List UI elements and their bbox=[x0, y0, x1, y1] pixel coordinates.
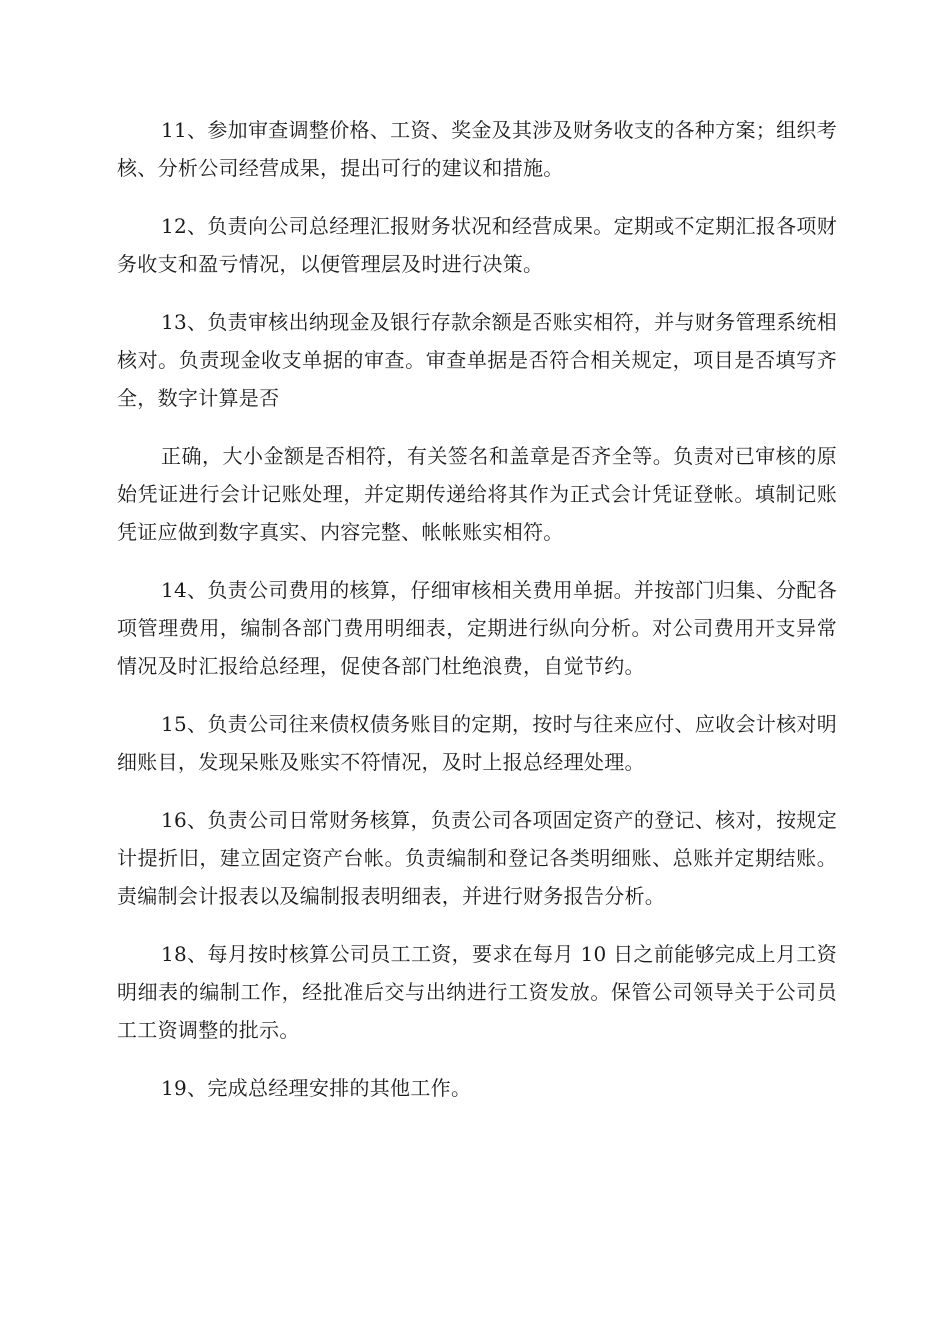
document-body bbox=[117, 111, 837, 1127]
paragraph-12: 12、负责向公司总经理汇报财务状况和经营成果。定期或不定期汇报各项财务收支和盈亏情况，以便管理层及时进行决策。 bbox=[117, 214, 837, 276]
paragraph-18: 18、每月按时核算公司员工工资，要求在每月 10 日之前能够完成上月工资明细表的编制工作，经批准后交与出纳进行工资发放。保管公司领导关于公司员工工资调整的批示。 bbox=[117, 942, 837, 1042]
paragraph-19: 19、完成总经理安排的其他工作。 bbox=[161, 1076, 472, 1100]
paragraph-13-continued: 正确，大小金额是否相符，有关签名和盖章是否齐全等。负责对已审核的原始凭证进行会计记账处理，并定期传递给将其作为正式会计凭证登帐。填制记账凭证应做到数字真实、内容完整、帐帐账实相符。 bbox=[117, 444, 837, 544]
paragraph-16: 16、负责公司日常财务核算，负责公司各项固定资产的登记、核对，按规定计提折旧，建立固定资产台帐。负责编制和登记各类明细账、总账并定期结账。责编制会计报表以及编制报表明细表，并进行财务报告分析。 bbox=[117, 808, 837, 908]
paragraph-14: 14、负责公司费用的核算，仔细审核相关费用单据。并按部门归集、分配各项管理费用，编制各部门费用明细表，定期进行纵向分析。对公司费用开支异常情况及时汇报给总经理，促使各部门杜绝浪费，自觉节约。 bbox=[117, 578, 837, 678]
paragraph-11: 11、参加审查调整价格、工资、奖金及其涉及财务收支的各种方案；组织考核、分析公司经营成果，提出可行的建议和措施。 bbox=[117, 118, 837, 180]
paragraph-13: 13、负责审核出纳现金及银行存款余额是否账实相符，并与财务管理系统相核对。负责现金收支单据的审查。审查单据是否符合相关规定，项目是否填写齐全，数字计算是否 bbox=[117, 310, 837, 410]
paragraph-15: 15、负责公司往来债权债务账目的定期，按时与往来应付、应收会计核对明细账目，发现呆账及账实不符情况，及时上报总经理处理。 bbox=[117, 712, 837, 774]
